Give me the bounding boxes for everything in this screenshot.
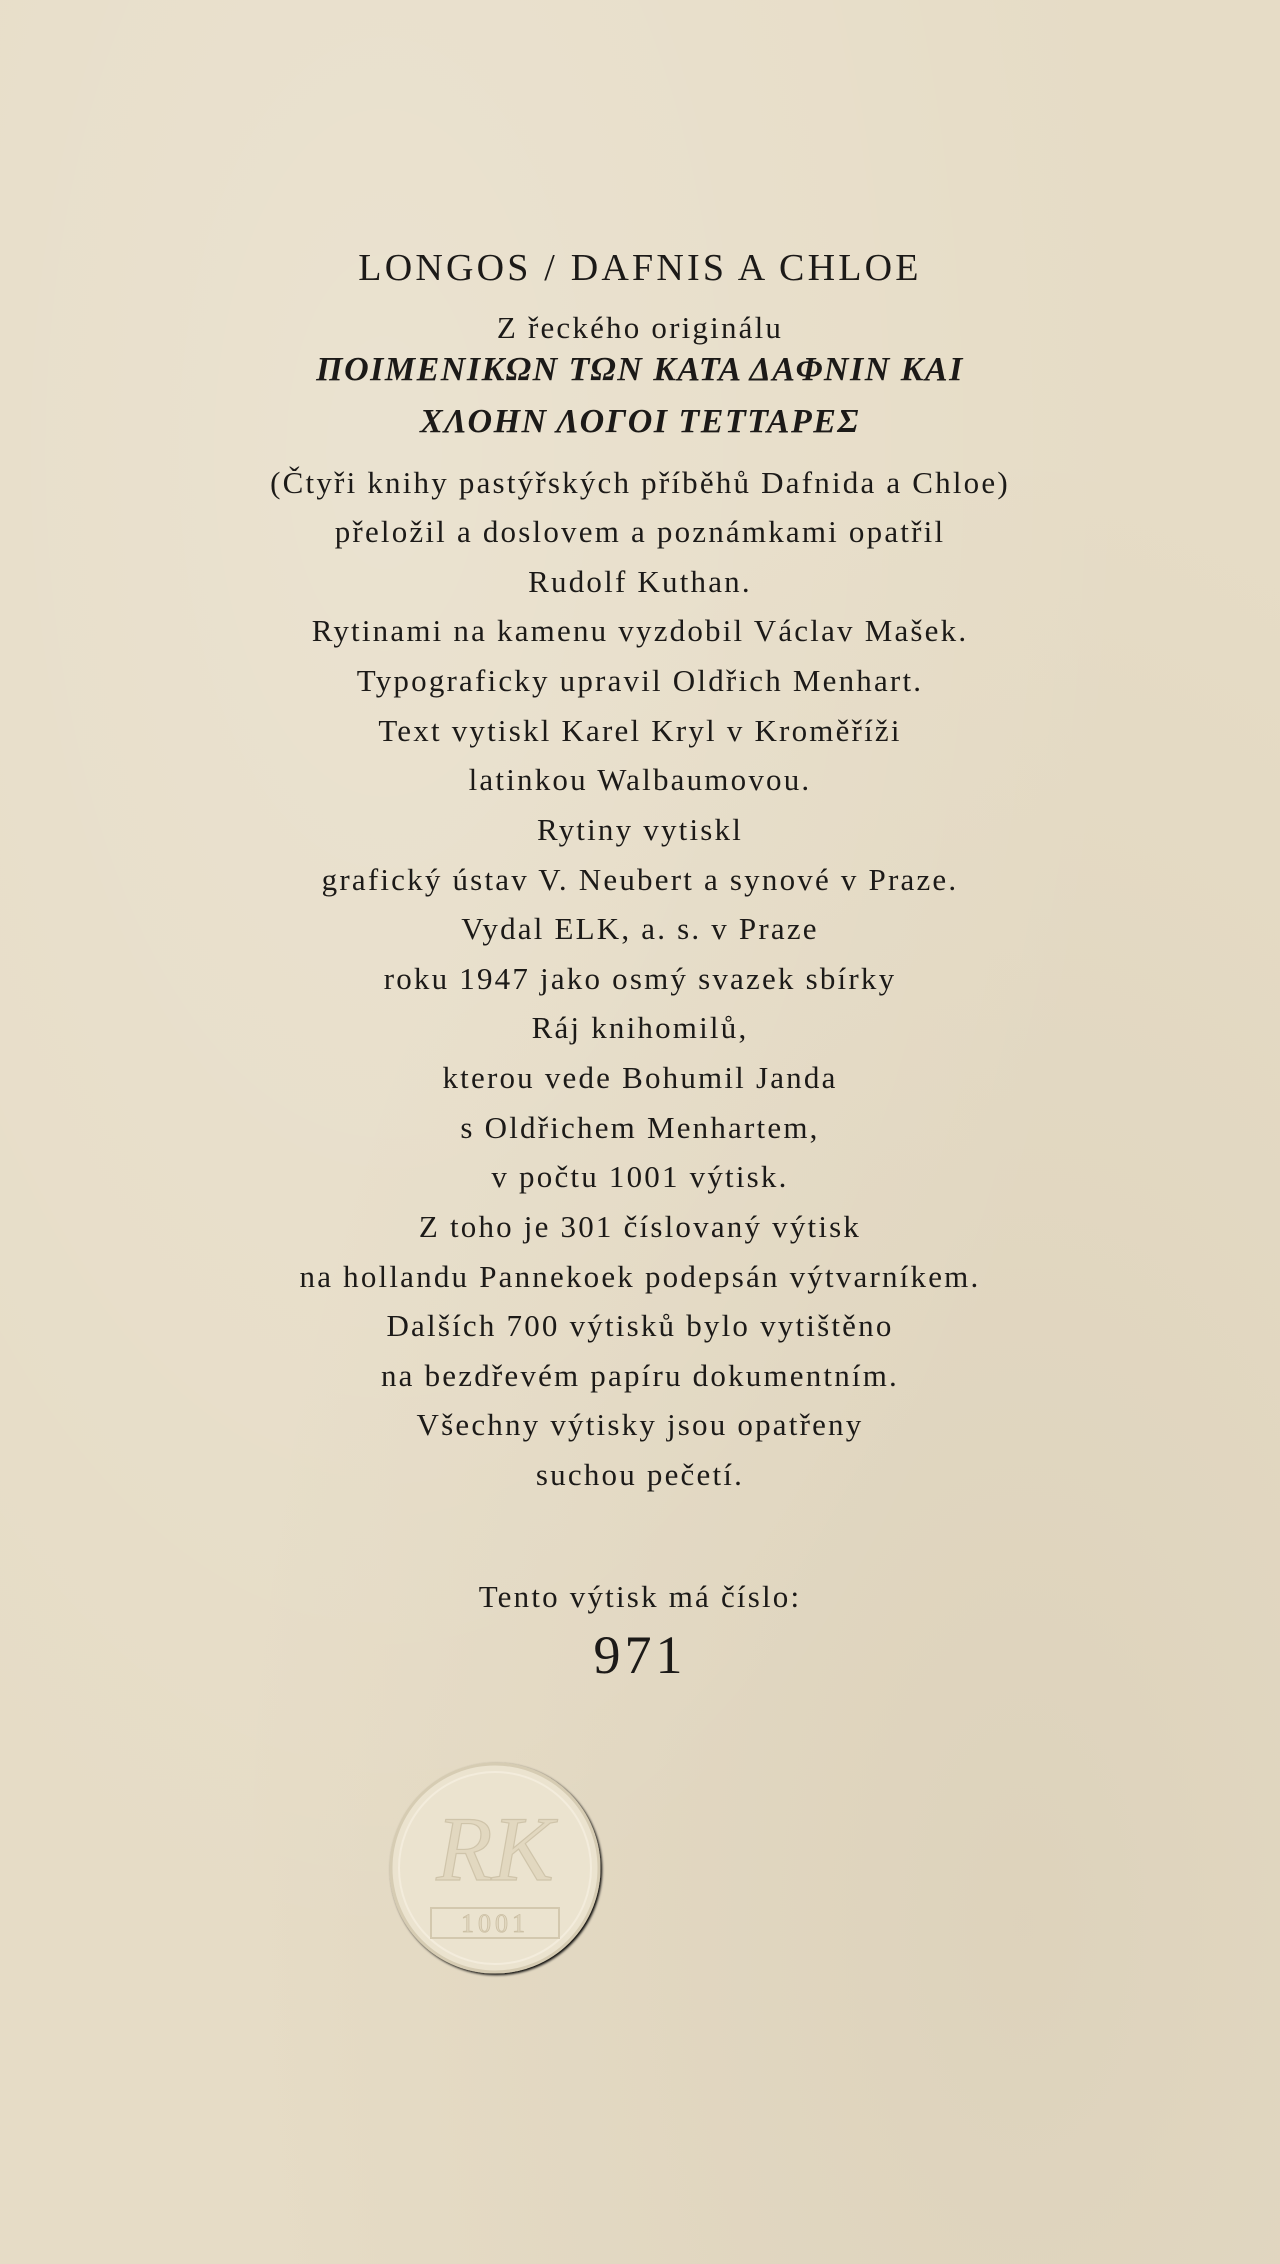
colophon-line: přeložil a doslovem a poznámkami opatřil [334,514,946,549]
colophon-line: (Čtyři knihy pastýřských příběhů Dafnida a Chloe) [270,465,1010,500]
colophon-line: na bezdřevém papíru dokumentním. [380,1358,900,1393]
copy-number-label: Tento výtisk má číslo: [478,1579,802,1614]
colophon-line: Rudolf Kuthan. [528,564,752,599]
seal-monogram: RK [436,1798,554,1900]
translation-note: Z řeckého originálu [496,310,784,345]
colophon-line: na hollandu Pannekoek podepsán výtvarníkem. [299,1259,981,1294]
colophon-line: v počtu 1001 výtisk. [491,1159,789,1194]
colophon-line: s Oldřichem Menhartem, [460,1110,820,1145]
colophon-line: grafický ústav V. Neubert a synové v Praze. [321,862,959,897]
colophon-line: Dalších 700 výtisků bylo vytištěno [386,1308,894,1343]
colophon-line: suchou pečetí. [535,1457,745,1492]
dry-seal-emblem [385,1758,605,1978]
colophon-line: Všechny výtisky jsou opatřeny [416,1407,864,1442]
greek-title-line-1: ΠΟΙΜΕΝΙΚΩΝ ΤΩΝ ΚΑΤΑ ΔΑΦΝΙΝ ΚΑΙ [316,351,964,388]
colophon-line: Ráj knihomilů, [531,1010,749,1045]
colophon-line: Vydal ELK, a. s. v Praze [461,911,819,946]
colophon-line: kterou vede Bohumil Janda [442,1060,838,1095]
colophon-line: Text vytiskl Karel Kryl v Kroměříži [378,713,902,748]
colophon-line: Typograficky upravil Oldřich Menhart. [356,663,924,698]
book-title: LONGOS / DAFNIS A CHLOE [358,247,922,289]
colophon-line: roku 1947 jako osmý svazek sbírky [383,961,897,996]
colophon-line: Z toho je 301 číslovaný výtisk [418,1209,862,1244]
colophon-line: Rytiny vytiskl [536,812,744,847]
seal-year: 1001 [461,1909,529,1938]
greek-title-line-2: ΧΛΟΗΝ ΛΟΓΟΙ ΤΕΤΤΑΡΕΣ [420,403,860,440]
colophon-line: latinkou Walbaumovou. [468,762,812,797]
copy-number: 971 [593,1625,687,1685]
colophon-line: Rytinami na kamenu vyzdobil Václav Mašek. [311,613,969,648]
